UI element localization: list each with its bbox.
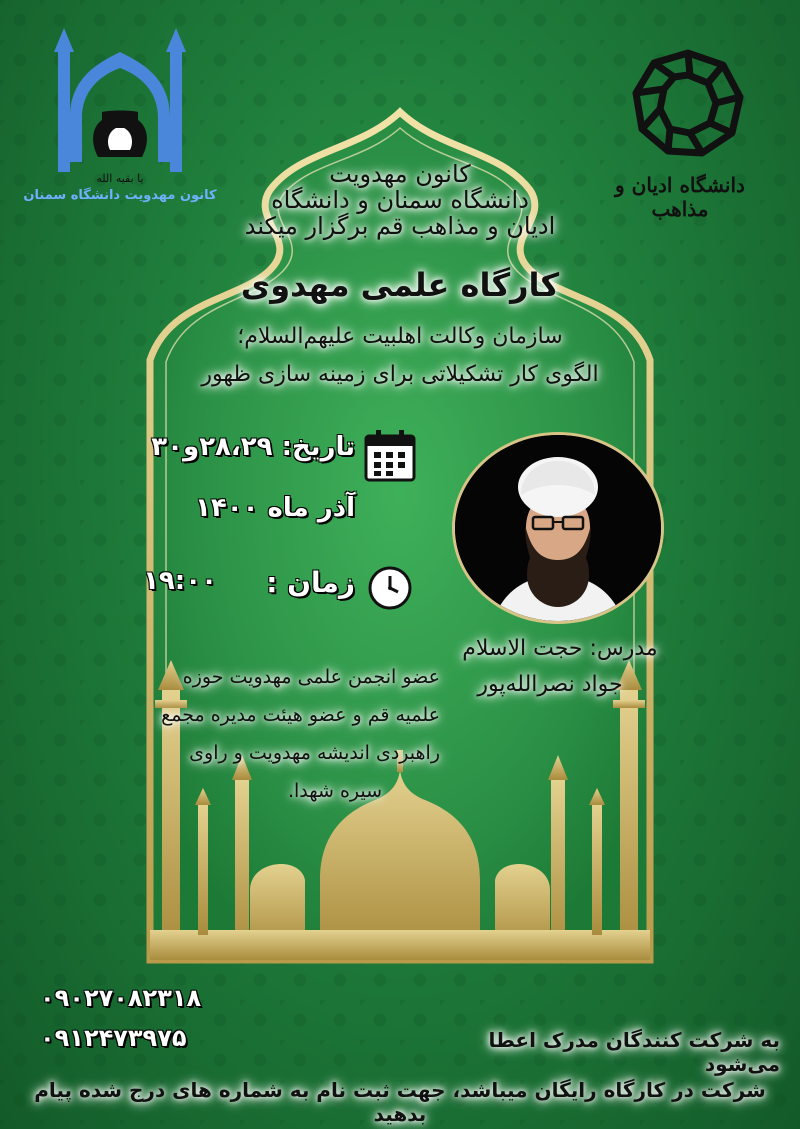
phone-number-2[interactable]: ۰۹۱۲۴۷۳۹۷۵ [40, 1024, 187, 1052]
adyan-university-logo [600, 45, 770, 221]
bio-line-1: عضو انجمن علمی مهدویت حوزه [182, 666, 440, 688]
subtitle-line-2: الگوی کار تشکیلاتی برای زمینه سازی ظهور [201, 362, 599, 387]
lecturer-photo [452, 432, 664, 624]
lecturer-portrait [455, 435, 661, 621]
footer-certificate-note: به شرکت کنندگان مدرک اعطا می‌شود [488, 1028, 780, 1076]
workshop-title: کارگاه علمی مهدوی [240, 266, 560, 304]
bio-line-4: سیره شهدا. [287, 780, 383, 802]
intro-line-1: کانون مهدویت [329, 160, 471, 188]
right-logo-caption: دانشگاه ادیان و مذاهب [615, 173, 745, 221]
time-label: زمان : [266, 566, 355, 599]
bio-line-2: علمیه قم و عضو هیئت مدیره مجمع [161, 704, 440, 726]
intro-line-2: دانشگاه سمنان و دانشگاه [271, 186, 529, 214]
date-line-1: تاریخ: ۲۸،۲۹و۳۰ [151, 432, 355, 462]
clock-icon [366, 564, 414, 612]
intro-line-3: ادیان و مذاهب قم برگزار میکند [244, 212, 556, 240]
bio-line-3: راهبردی اندیشه مهدویت و راوی [189, 742, 440, 764]
geometric-emblem-icon [628, 45, 748, 160]
date-line-2: آذر ماه ۱۴۰۰ [194, 493, 355, 523]
left-logo-caption-top: یا بقیه الله [96, 172, 144, 185]
phone-number-1[interactable]: ۰۹۰۲۷۰۸۲۳۱۸ [40, 984, 202, 1012]
time-value: ۱۹:۰۰ [143, 566, 217, 596]
teacher-line-1: مدرس: حجت الاسلام [462, 636, 658, 661]
semnan-mahdaviat-logo [23, 22, 217, 212]
mosque-emblem-icon [40, 22, 200, 192]
left-logo-caption-bottom: کانون مهدویت دانشگاه سمنان [23, 188, 217, 203]
teacher-name: جواد نصرالله‌پور [477, 672, 623, 697]
footer-registration-note: شرکت در کارگاه رایگان میباشد، جهت ثبت نام به شماره های درج شده پیام بدهید [34, 1078, 766, 1126]
calendar-icon [362, 428, 418, 484]
subtitle-line-1: سازمان وکالت اهلبیت علیهم‌السلام؛ [237, 324, 563, 349]
